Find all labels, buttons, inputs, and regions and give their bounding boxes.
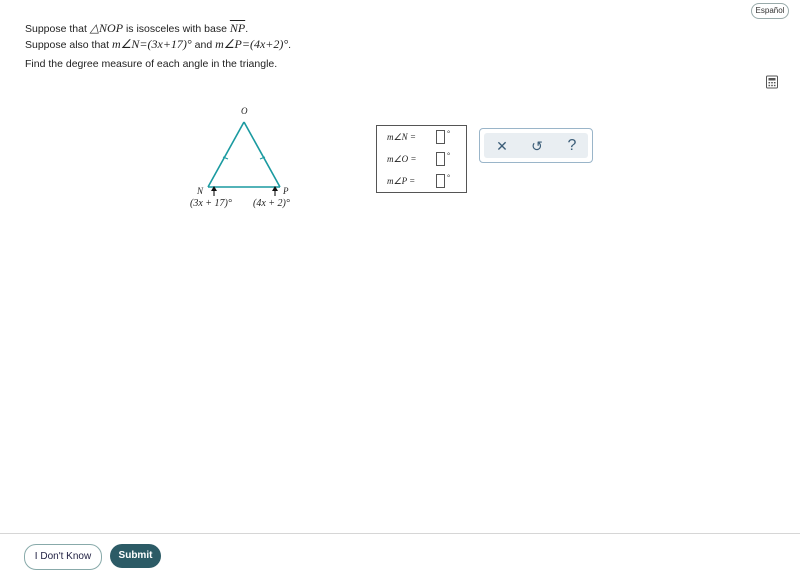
problem-text: . [288, 39, 292, 51]
language-toggle-button[interactable]: Español [751, 3, 789, 19]
vertex-label-p: P [283, 186, 289, 196]
problem-text: and [191, 39, 216, 51]
answer-label: m∠P = [387, 176, 416, 186]
side-op [244, 122, 280, 187]
answer-label: m∠O = [387, 154, 417, 164]
problem-text: . [245, 23, 249, 35]
angle-n-expression: m∠N=(3x+17)° [111, 37, 192, 51]
answer-panel [376, 125, 467, 193]
answer-row-o [377, 151, 466, 167]
instruction-text: Find the degree measure of each angle in the triangle. [25, 58, 278, 70]
triangle-figure [180, 100, 310, 215]
degree-unit: ° [447, 129, 451, 138]
toolbox-inner [484, 133, 588, 158]
problem-line-2 [25, 37, 291, 53]
problem-text: Suppose also that [25, 39, 112, 51]
angle-o-input[interactable] [436, 152, 445, 166]
angle-n-input[interactable] [436, 130, 445, 144]
clear-icon[interactable]: ✕ [496, 138, 508, 154]
problem-statement [25, 21, 291, 53]
side-on [208, 122, 244, 187]
answer-row-p [377, 173, 466, 189]
vertex-label-o: O [241, 106, 248, 116]
angle-p-expression: m∠P=(4x+2)° [215, 37, 289, 51]
triangle-name: △NOP [89, 21, 124, 35]
undo-icon[interactable]: ↺ [531, 138, 543, 154]
problem-text: Suppose that [25, 23, 90, 35]
calculator-icon[interactable] [765, 75, 779, 89]
vertex-label-n: N [197, 186, 204, 196]
answer-toolbox [479, 128, 593, 163]
degree-unit: ° [447, 173, 451, 182]
footer-divider [0, 533, 800, 534]
angle-p-input[interactable] [436, 174, 445, 188]
problem-line-1 [25, 21, 291, 37]
help-icon[interactable]: ? [567, 137, 577, 154]
angle-n-label: (3x + 17)° [190, 198, 232, 209]
problem-text: is isosceles with base [123, 23, 230, 35]
angle-p-label: (4x + 2)° [253, 198, 290, 209]
base-segment: $\overline{NP}$ [229, 21, 246, 35]
dont-know-button[interactable]: I Don't Know [24, 544, 102, 570]
submit-button[interactable]: Submit [110, 544, 161, 568]
answer-row-n [377, 129, 466, 145]
answer-label: m∠N = [387, 132, 416, 142]
degree-unit: ° [447, 151, 451, 160]
